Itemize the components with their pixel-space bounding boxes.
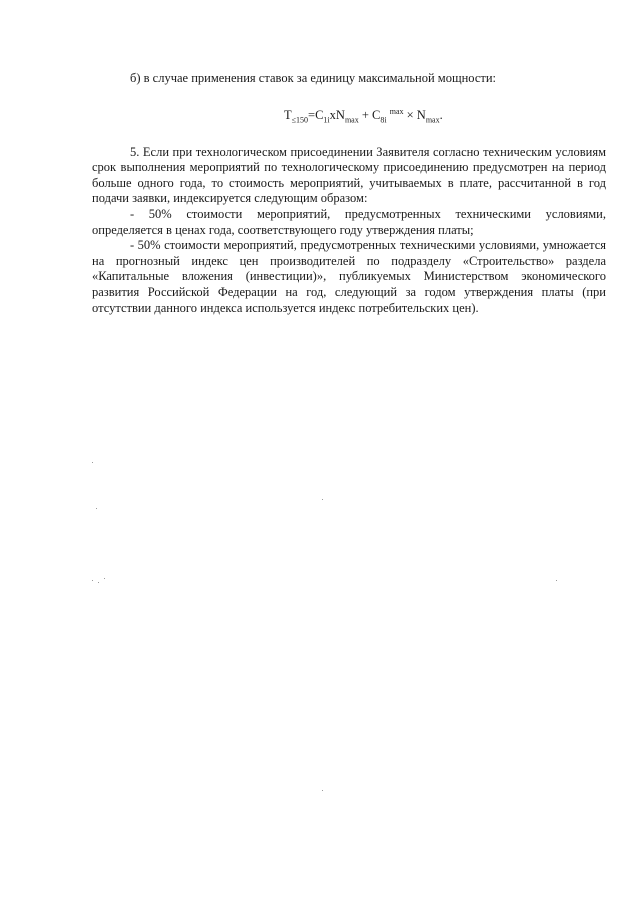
bullet-1: - 50% стоимости мероприятий, предусмотренных техническими условиями, определяется в ценах года, соответствующего году утверждения платы; bbox=[92, 207, 606, 237]
formula-T: T bbox=[284, 108, 292, 123]
formula-plus: + C bbox=[358, 108, 381, 123]
clause-b-text: б) в случае применения ставок за единицу максимальной мощности: bbox=[130, 71, 497, 85]
formula bbox=[92, 104, 606, 129]
scan-speck bbox=[92, 580, 93, 581]
scan-speck bbox=[98, 582, 99, 583]
formula-C1-sub: 1i bbox=[323, 115, 330, 125]
formula-xN: xN bbox=[329, 108, 345, 123]
formula-sup-max: max bbox=[389, 107, 404, 116]
bullet-2: - 50% стоимости мероприятий, предусмотренных техническими условиями, умножается на прогнозный индекс цен производителей по подразделу «Строительство» раздела «Капитальные вложения (инвестиции)», публикуемых Министерством экономического развития Российской Федерации на год, следующий за годом утверждения платы (при отсутствии данного индекса используется индекс потребительских цен). bbox=[92, 238, 606, 315]
scan-speck bbox=[556, 580, 557, 581]
formula-C8-sub: 8i bbox=[380, 115, 387, 125]
formula-Nmax-sub2: max bbox=[425, 115, 440, 125]
scan-speck bbox=[322, 499, 323, 500]
scan-speck bbox=[92, 462, 93, 463]
scan-speck bbox=[104, 578, 105, 579]
paragraph-5: 5. Если при технологическом присоединении Заявителя согласно техническим условиям срок выполнения мероприятий по технологическому присоединению предусмотрен на период больше одного года, то стоимость мероприятий, учитываемых в плате, рассчитанной в год подачи заявки, индексируется следующим образом: bbox=[92, 144, 606, 206]
formula-end: . bbox=[439, 108, 443, 123]
document-page bbox=[92, 70, 606, 316]
formula-T-sub: ≤150 bbox=[291, 115, 309, 125]
formula-Nmax-sub1: max bbox=[344, 115, 359, 125]
scan-speck bbox=[96, 508, 97, 509]
formula-times: × N bbox=[403, 108, 426, 123]
formula-eq: =C bbox=[308, 108, 324, 123]
scan-speck bbox=[322, 790, 323, 791]
